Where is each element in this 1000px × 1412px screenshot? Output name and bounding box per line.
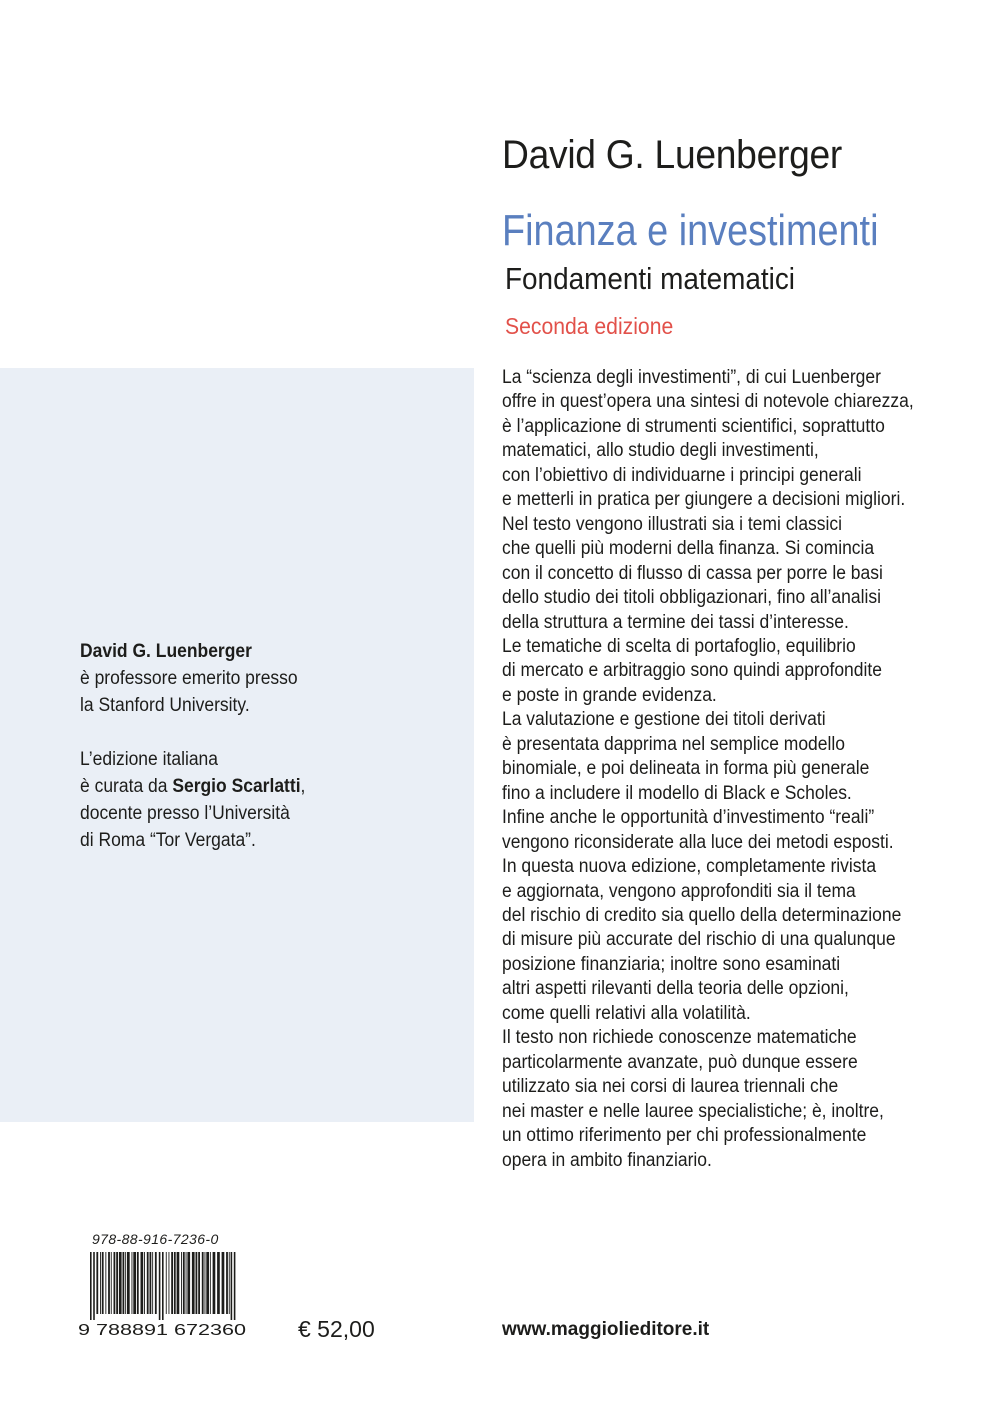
barcode-bar xyxy=(169,1252,170,1314)
barcode-bar xyxy=(90,1252,92,1320)
description-line: e aggiornata, vengono approfonditi sia il tema xyxy=(502,880,856,902)
description-line: vengono riconsiderate alla luce dei metodi esposti. xyxy=(502,831,894,853)
barcode-bar xyxy=(93,1252,95,1320)
description-line: Nel testo vengono illustrati sia i temi classici xyxy=(502,513,843,535)
bio-line-prefix: è curata da xyxy=(80,776,173,797)
barcode-bar xyxy=(147,1252,149,1314)
publisher-website[interactable]: www.maggiolieditore.it xyxy=(502,1319,710,1340)
bio-line: è professore emerito presso xyxy=(80,668,298,689)
barcode-bar xyxy=(133,1252,136,1314)
description-line: utilizzato sia nei corsi di laurea triennali che xyxy=(502,1076,839,1098)
description-line: che quelli più moderni della finanza. Si comincia xyxy=(502,538,875,560)
description-line: binomiale, e poi delineata in forma più generale xyxy=(502,758,870,780)
description-line: di misure più accurate del rischio di una qualunque xyxy=(502,929,896,951)
bio-line xyxy=(80,638,466,665)
description-line: particolarmente avanzate, può dunque essere xyxy=(502,1051,858,1073)
description-line: fino a includere il modello di Black e Scholes. xyxy=(502,782,852,804)
description-line: un ottimo riferimento per chi professionalmente xyxy=(502,1125,867,1147)
barcode-bar xyxy=(159,1252,161,1320)
author-bio xyxy=(80,638,466,854)
barcode-bar xyxy=(234,1252,236,1320)
barcode-bar xyxy=(96,1252,98,1314)
description-line: come quelli relativi alla volatilità. xyxy=(502,1002,751,1024)
bio-editor-name: Sergio Scarlatti xyxy=(172,776,301,797)
barcode-bar xyxy=(213,1252,216,1314)
barcode-bar xyxy=(108,1252,110,1314)
barcode-bar xyxy=(102,1252,104,1314)
description-line: La valutazione e gestione dei titoli derivati xyxy=(502,709,826,731)
book-subtitle: Fondamenti matematici xyxy=(505,261,795,296)
barcode-bar xyxy=(205,1252,206,1314)
description-line: posizione finanziaria; inoltre sono esaminati xyxy=(502,953,841,975)
barcode-bar xyxy=(196,1252,198,1314)
bio-line: di Roma “Tor Vergata”. xyxy=(80,830,256,851)
bio-line: docente presso l’Università xyxy=(80,803,290,824)
edition-label: Seconda edizione xyxy=(505,313,674,339)
barcode-bar xyxy=(152,1252,153,1314)
barcode-bar xyxy=(183,1252,185,1314)
bio-line: L’edizione italiana xyxy=(80,749,219,770)
bio-line-suffix: , xyxy=(300,776,306,797)
description-line: matematici, allo studio degli investimenti, xyxy=(502,440,819,462)
isbn-barcode xyxy=(78,1252,248,1338)
description-line: del rischio di credito sia quello della determinazione xyxy=(502,904,902,926)
barcode-bar xyxy=(137,1252,139,1314)
description-line: dello studio dei titoli obbligazionari, fino all’analisi xyxy=(502,587,881,609)
barcode-bar xyxy=(125,1252,126,1314)
barcode-bar xyxy=(155,1252,157,1314)
barcode-bar xyxy=(202,1252,204,1314)
description-line: Infine anche le opportunità d’investimento “reali” xyxy=(502,807,875,829)
barcode-bar xyxy=(229,1252,230,1314)
description-line: con l’obiettivo di individuarne i principi generali xyxy=(502,464,862,486)
barcode-bar xyxy=(162,1252,164,1320)
barcode-digits: 9 788891 672360 xyxy=(78,1322,247,1338)
description-line: e poste in grande evidenza. xyxy=(502,684,717,706)
barcode-bar xyxy=(141,1252,144,1314)
bio-line: la Stanford University. xyxy=(80,695,250,716)
barcode-bar xyxy=(100,1252,101,1314)
book-title: Finanza e investimenti xyxy=(502,206,879,255)
description-line: Le tematiche di scelta di portafoglio, equilibrio xyxy=(502,635,856,657)
barcode-bar xyxy=(222,1252,225,1314)
description-line: con il concetto di flusso di cassa per porre le basi xyxy=(502,562,883,584)
bio-line xyxy=(80,773,466,800)
barcode-bar xyxy=(187,1252,190,1314)
barcode-bars xyxy=(90,1252,235,1320)
barcode-bar xyxy=(226,1252,228,1314)
barcode-bar xyxy=(177,1252,180,1314)
barcode-bar xyxy=(186,1252,187,1314)
barcode-bar xyxy=(174,1252,176,1314)
barcode-bar xyxy=(127,1252,130,1314)
barcode-bar xyxy=(171,1252,173,1314)
isbn-text: 978-88-916-7236-0 xyxy=(92,1231,219,1247)
description-line: è presentata dapprima nel semplice modello xyxy=(502,733,846,755)
cover-author: David G. Luenberger xyxy=(502,133,843,177)
description-line: e metterli in pratica per giungere a decisioni migliori. xyxy=(502,489,906,511)
barcode-bar xyxy=(111,1252,112,1314)
barcode-bar xyxy=(116,1252,118,1314)
barcode-bar xyxy=(198,1252,200,1314)
description-line: In questa nuova edizione, completamente rivista xyxy=(502,856,877,878)
bio-spacer xyxy=(80,719,466,746)
barcode-bar xyxy=(150,1252,152,1314)
barcode-bar xyxy=(105,1252,106,1314)
description-line: offre in quest’opera una sintesi di notevole chiarezza, xyxy=(502,391,914,413)
description-line: La “scienza degli investimenti”, di cui Luenberger xyxy=(502,367,881,388)
barcode-bar xyxy=(123,1252,125,1314)
barcode-bar xyxy=(217,1252,220,1314)
barcode-bar xyxy=(181,1252,182,1314)
barcode-bar xyxy=(144,1252,145,1314)
description-line: nei master e nelle lauree specialistiche; è, inoltre, xyxy=(502,1100,884,1122)
barcode-bar xyxy=(192,1252,195,1314)
bio-author-name: David G. Luenberger xyxy=(80,641,252,662)
description-line: di mercato e arbitraggio sono quindi approfondite xyxy=(502,660,882,682)
description-line: è l’applicazione di strumenti scientifici, soprattutto xyxy=(502,415,885,437)
barcode-bar xyxy=(206,1252,209,1314)
description-line: opera in ambito finanziario. xyxy=(502,1149,712,1171)
barcode-bar xyxy=(132,1252,133,1314)
book-description xyxy=(502,366,934,1173)
barcode-bar xyxy=(114,1252,116,1314)
description-line: Il testo non richiede conoscenze matematiche xyxy=(502,1027,857,1049)
barcode-bar xyxy=(166,1252,167,1314)
barcode-bar xyxy=(119,1252,122,1314)
barcode-bar xyxy=(210,1252,211,1314)
description-line: altri aspetti rilevanti della teoria delle opzioni, xyxy=(502,978,849,1000)
description-line: della struttura a termine dei tassi d’interesse. xyxy=(502,611,849,633)
price: € 52,00 xyxy=(298,1316,375,1342)
barcode-bar xyxy=(231,1252,233,1320)
